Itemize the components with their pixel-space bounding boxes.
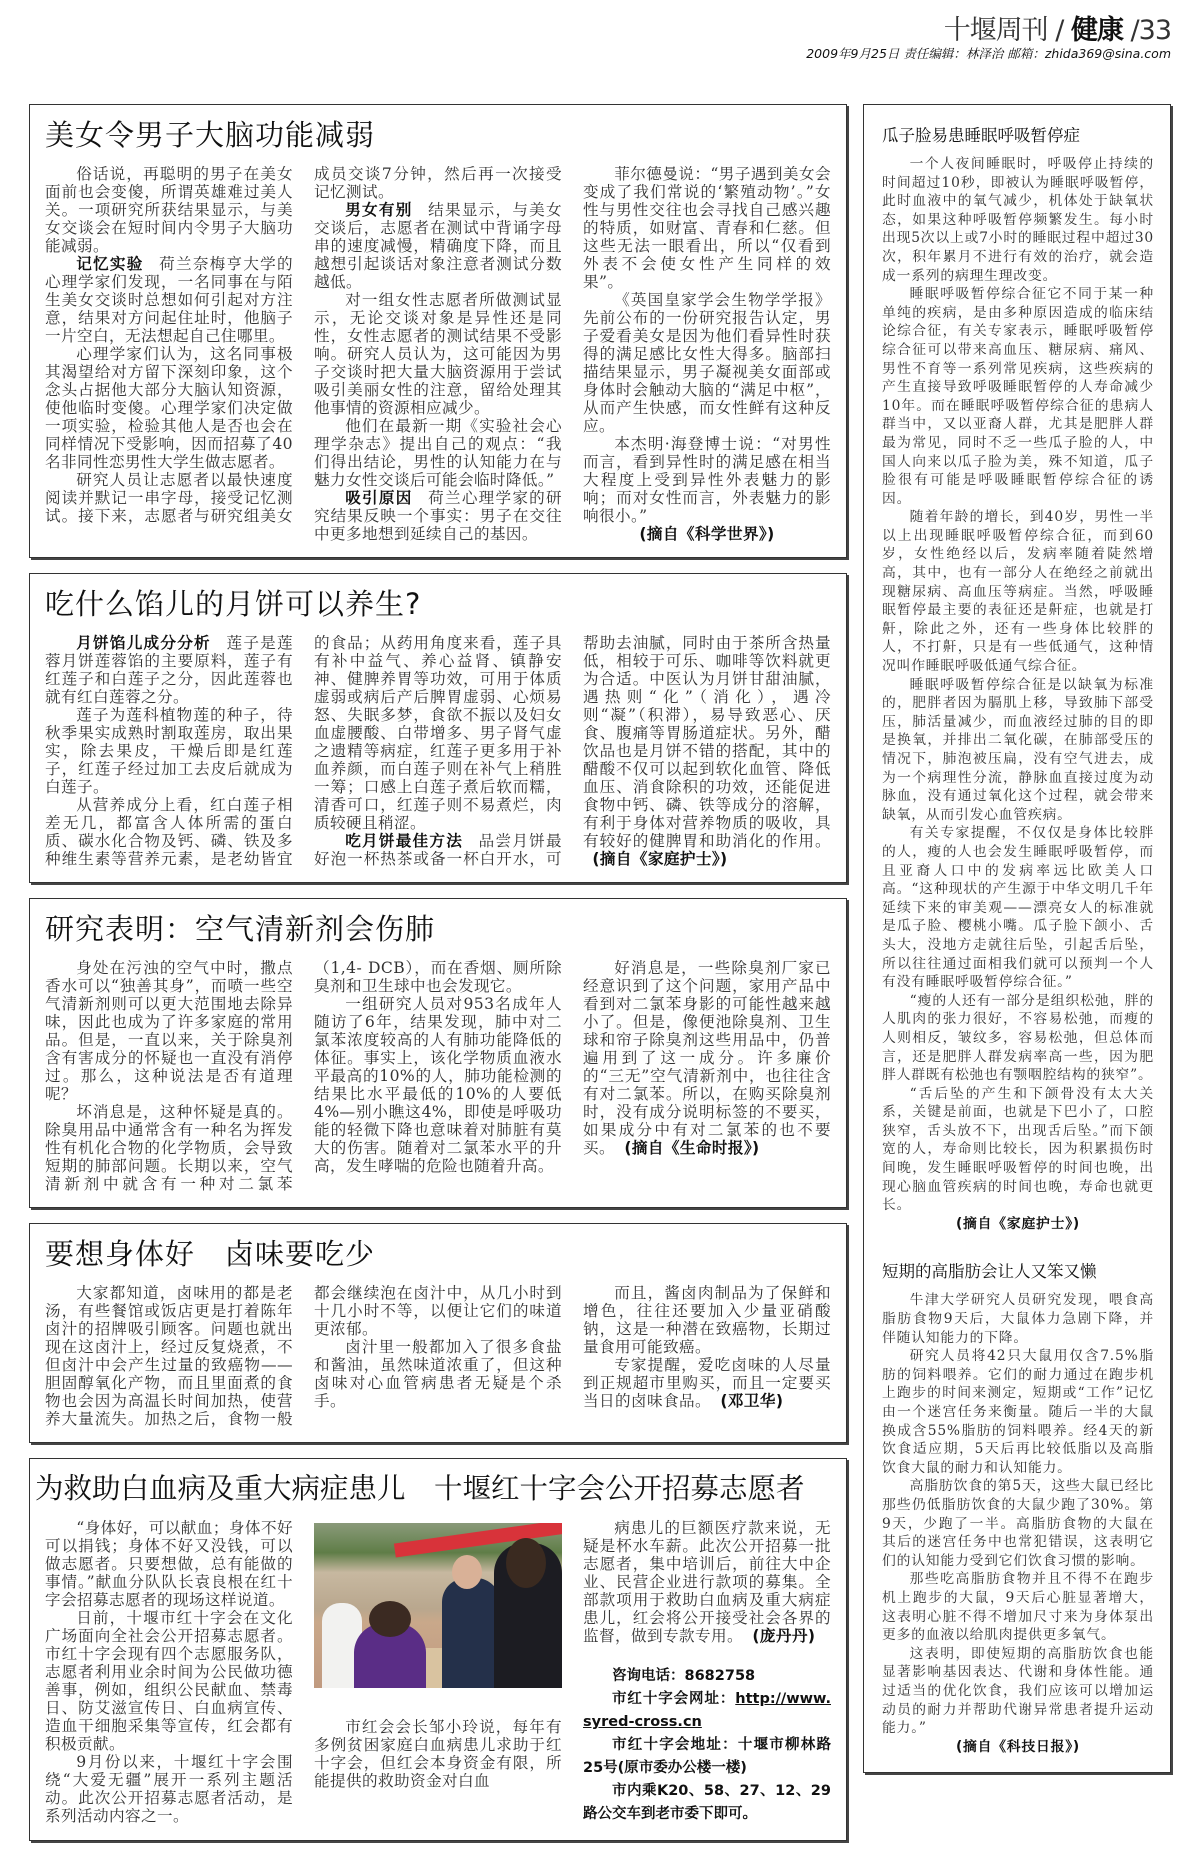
article-body xyxy=(45,959,831,1193)
paragraph-text: 俗话说，再聪明的男子在美女面前也会变傻，所谓英雄难过美人关。一项研究所获结果显示，与美女交谈会在短时间内令男子大脑功能减弱。 xyxy=(45,165,293,255)
sidebar-article-body xyxy=(882,1291,1154,1756)
paragraph-text: 从营养成分上看，红白莲子相差无几，都富含人体所需的蛋白质、碳水化合物及钙、磷、铁及多种维生素等营养元素，是老幼皆宜的食品；从药用角度来看，莲子具有补中益气、养心益肾、镇静安神、健脾养胃等功效，可用于体质虚弱或病后产后脾胃虚弱、心烦易怒、失眠多梦，食欲不振以及妇女血虚腰酸、白带增多、男子肾气虚之遗精等病症，红莲子更多用于补血养颜，而白莲子则在补气上稍胜一筹；口感上白莲子煮后软而糯，清香可口，红莲子则不易煮烂，肉质较硬且稍涩。 xyxy=(45,634,562,868)
main-column xyxy=(29,104,847,1851)
paragraph xyxy=(583,959,831,1157)
sidebar-article-title: 瓜子脸易患睡眠呼吸暂停症 xyxy=(882,126,1080,145)
paragraph xyxy=(882,1347,1154,1477)
paragraph-text: 而且，酱卤肉制品为了保鲜和增色，往往还要加入少量亚硝酸钠，这是一种潜在致癌物，长期过量食用可能致癌。 xyxy=(583,1284,831,1356)
article-mooncake xyxy=(29,573,847,883)
paragraph-text: 高脂肪饮食的第5天，这些大鼠已经比那些仍低脂肪饮食的大鼠少跑了30%。第9天，少跑了一半。高脂肪食物的大鼠在其后的迷宫任务中也常犯错误，这表明它们的认知能力受到它们饮食习惯的影响。 xyxy=(882,1478,1154,1569)
paragraph-text: 牛津大学研究人员研究发现，喂食高脂肪食物9天后，大鼠体力急剧下降，并伴随认知能力的下降。 xyxy=(882,1292,1154,1346)
article-source: (摘自《生命时报》) xyxy=(624,1139,760,1157)
paragraph-lead: 月饼馅儿成分分析 xyxy=(76,634,211,652)
paragraph-text: 莲子为莲科植物莲的种子，待秋季果实成熟时割取莲房，取出果实，除去果皮，干燥后即是红莲子，红莲子经过加工去皮后就成为白莲子。 xyxy=(45,706,293,796)
paragraph xyxy=(882,1570,1154,1644)
paragraph-text: 专家提醒，爱吃卤味的人尽量到正规超市里购买，而且一定要买当日的卤味食品。 xyxy=(583,1356,831,1410)
source-line xyxy=(882,1738,1154,1757)
paragraph xyxy=(314,995,562,1175)
paragraph-text: 结果显示，与美女交谈后，志愿者在测试中背诵字母串的速度减慢，精确度下降，而且越想引起谈话对象注意者测试分数越低。 xyxy=(314,201,562,291)
article-body xyxy=(45,1284,831,1428)
paragraph-text: 9月份以来，十堰红十字会围绕“大爱无疆”展开一系列主题活动。此次公开招募志愿者活动，是系列活动内容之一。 xyxy=(45,1753,293,1825)
paper-name: 十堰周刊 xyxy=(943,15,1048,46)
sidebar-column xyxy=(863,104,1171,1773)
article-source: (庞丹丹) xyxy=(752,1627,816,1645)
paragraph-text: 一组研究人员对953名成年人随访了6年，结果发现，肺中对二氯苯浓度较高的人有肺功能降低的体征。事实上，该化学物质血液水平最高的10%的人，肺功能检测的结果比水平最低的10%的人要低4%—别小瞧这4%，即使是呼吸功能的轻微下降也意味着对肺脏有莫大的伤害。随着对二氯苯水平的升高，发生哮喘的危险也随着升高。 xyxy=(314,995,562,1175)
paragraph xyxy=(314,291,562,417)
contact-address: 市红十字会地址：十堰市柳林路25号(原市委办公楼一楼) xyxy=(583,1737,831,1776)
paragraph-text: 好消息是，一些除臭剂厂家已经意识到了这个问题，家用产品中看到对二氯苯身影的可能性越来越小了。但是，像便池除臭剂、卫生球和帘子除臭剂这些用品中，仍普遍用到了这一成分。许多廉价的“三无”空气清新剂中，也往往含有对二氯苯。所以，在购买除臭剂时，没有成分说明标签的不要买，如果成分中有对二氯苯的也不要买。 xyxy=(583,959,831,1157)
contact-phone: 咨询电话：8682758 xyxy=(612,1668,756,1684)
paragraph-text: 他们在最新一期《实验社会心理学杂志》提出自己的观点：“我们得出结论，男性的认知能力在与魅力女性交谈后可能会临时降低。” xyxy=(314,417,562,489)
contact-bus: 市内乘K20、58、27、12、29路公交车到老市委下即可。 xyxy=(583,1783,831,1822)
paragraph xyxy=(45,959,293,1103)
paragraph-text: 《英国皇家学会生物学学报》先前公布的一份研究报告认定，男子爱看美女是因为他们看异性时获得的满足感比女性大得多。脑部扫描结果显示，男子凝视美女面部或身体时会触动大脑的“满足中枢”，从而产生快感，而女性鲜有这种反应。 xyxy=(583,291,831,435)
paragraph-text: 身处在污浊的空气中时，撒点香水可以“独善其身”，而喷一些空气清新剂则可以更大范围地去除异味，因此也成为了许多家庭的常用品。但是，一直以来，关于除臭剂含有害成分的怀疑也一直没有消停过。那么，这种说法是否有道理呢？ xyxy=(45,959,293,1103)
paragraph xyxy=(45,345,293,471)
volunteer-recruitment-photo xyxy=(314,1523,562,1688)
paragraph xyxy=(583,1284,831,1356)
photo-caption-text xyxy=(314,1718,562,1790)
paragraph xyxy=(583,1519,831,1645)
source-line xyxy=(583,525,831,543)
paragraph xyxy=(45,1609,293,1753)
paragraph-text: 荷兰奈梅亨大学的心理学家们发现，一名同事在与陌生美女交谈时总想如何引起对方注意，结果对方问起住址时，他脑子一片空白，无法想起自己住哪里。 xyxy=(45,255,293,345)
paragraph-text: 莲子是莲蓉月饼莲蓉馅的主要原料，莲子有红莲子和白莲子之分，因此莲蓉也就有红白莲蓉之分。 xyxy=(45,634,293,706)
paragraph xyxy=(45,634,293,706)
photo-person xyxy=(442,1578,500,1688)
paragraph xyxy=(314,1718,562,1790)
page-number: /33 xyxy=(1130,15,1171,46)
paragraph xyxy=(882,1645,1154,1738)
section-name: 健康 xyxy=(1070,15,1123,46)
photo-person-head xyxy=(369,1601,411,1637)
paragraph-text: “舌后坠的产生和下颌骨没有太大关系，关键是前面，也就是下巴小了，口腔狭窄，舌头放不下，出现舌后坠。”而下颌宽的人，寿命则比较长，因为积累损伤时间晚，发生睡眠呼吸暂停的时间也晚，出现心脑血管疾病的时间也晚，寿命也就更长。 xyxy=(882,1085,1154,1214)
paragraph-text: 那些吃高脂肪食物并且不得不在跑步机上跑步的大鼠，9天后心脏显著增大，这表明心脏不得不增加尺寸来为身体泵出更多的血液以给肌肉提供更多氧气。 xyxy=(882,1571,1154,1644)
paragraph xyxy=(882,824,1154,991)
paragraph-text: 一个人夜间睡眠时，呼吸停止持续的时间超过10秒，即被认为睡眠呼吸暂停，此时血液中的氧气减少，机体处于缺氧状态，如果这种呼吸暂停频繁发生。每小时出现5次以上或7小时的睡眠过程中超过30次，积年累月不进行有效的治疗，就会造成一系列的病理生理改变。 xyxy=(882,156,1154,284)
website-link[interactable]: http://www.syred-cross.cn xyxy=(583,1691,831,1730)
article-beauty-brain xyxy=(29,104,847,558)
article-source: (摘自《科学世界》) xyxy=(639,525,775,543)
photo-person-head xyxy=(452,1555,482,1589)
paragraph-text: 品尝月饼最好泡一杯热茶或备一杯白开水，可帮助去油腻，同时由于茶所含热量低，相较于可乐、咖啡等饮料就更为合适。中医认为月饼甘甜油腻，遇热则“化”（消化），遇冷则“凝”（积滞），易导致恶心、厌食、腹痛等胃肠道症状。另外，醋饮品也是月饼不错的搭配，其中的醋酸不仅可以起到软化血管、降低血压、消食除积的功效，还能促进食物中钙、磷、铁等成分的溶解，有利于身体对营养物质的吸收，具有较好的健脾胃和助消化的作用。 xyxy=(314,634,831,868)
paragraph xyxy=(45,706,293,796)
paragraph-text: 病患儿的巨额医疗款来说，无疑是杯水车薪。此次公开招募一批志愿者，集中培训后，前往大中企业、民营企业进行款项的募集。全部款项用于救助白血病及重大病症患儿，红会将公开接受社会各界的监督，做到专款专用。 xyxy=(583,1519,831,1645)
paragraph xyxy=(882,676,1154,825)
paragraph-text: 坏消息是，这种怀疑是真的。除臭用品中通常含有一种名为挥发性有机化合物的化学物质，会导致短期的肺部问题。长期以来，空气清新剂中就含有一种对二氯苯（1,4- DCB），而在香烟、厕所除臭剂和卫生球中也会发现它。 xyxy=(45,959,562,1193)
paragraph xyxy=(314,417,562,489)
website-label: 市红十字会网址： xyxy=(612,1691,736,1707)
paragraph-text: 心理学家们认为，这名同事极其渴望给对方留下深刻印象，这个念头占据他大部分大脑认知资源，使他临时变傻。心理学家们决定做一项实验，检验其他人是否也会在同样情况下受影响，因而招募了40名非同性恋男性大学生做志愿者。 xyxy=(45,345,293,471)
sidebar-article-title: 短期的高脂肪会让人又笨又懒 xyxy=(882,1262,1097,1282)
feature-column-1 xyxy=(45,1519,293,1826)
article-red-cross xyxy=(29,1458,847,1841)
paragraph-lead: 记忆实验 xyxy=(76,255,144,273)
paragraph-text: “瘦的人还有一部分是组织松弛，胖的人肌肉的张力很好，不容易松弛，而瘦的人则相反，皱纹多，容易松弛，但总体而言，还是肥胖人群发病率高一些，因为肥胖人群既有松弛也有颚咽腔结构的狭窄”。 xyxy=(882,992,1154,1084)
paragraph xyxy=(882,155,1154,285)
paragraph xyxy=(583,1356,831,1410)
paragraph-text: 随着年龄的增长，到40岁，男性一半以上出现睡眠呼吸暂停综合征，而到60岁，女性绝经以后，发病率随着陡然增高，其中，也有一部分人在绝经之前就出现糖尿病、高血压等病症。当然，呼吸睡眠暂停最主要的表征还是鼾症，也就是打鼾，除此之外，还有一些身体比较胖的人，不打鼾，只是有一些低通气，这种情况叫作睡眠呼吸低通气综合征。 xyxy=(882,509,1154,675)
feature-body xyxy=(45,1519,831,1826)
paragraph-lead: 吃月饼最佳方法 xyxy=(345,832,464,850)
photo-person-head xyxy=(506,1538,546,1588)
article-title: 要想身体好 卤味要吃少 xyxy=(45,1237,376,1271)
article-title: 吃什么馅儿的月饼可以养生? xyxy=(45,587,422,621)
paragraph-text: “身体好，可以献血；身体不好可以捐钱；身体不好又没钱，可以做志愿者。只要想做，总有能做的事情。”献血分队队长袁良根在红十字会招募志愿者的现场这样说道。 xyxy=(45,1519,293,1609)
paragraph-text: 对一组女性志愿者所做测试显示，无论交谈对象是异性还是同性，女性志愿者的测试结果不受影响。研究人员认为，这可能因为男子交谈时把大量大脑资源用于尝试吸引美丽女性的注意，留给处理其他事情的资源相应减少。 xyxy=(314,291,562,417)
paragraph xyxy=(882,992,1154,1085)
paragraph xyxy=(882,1477,1154,1570)
paragraph-text: 这表明，即使短期的高脂肪饮食也能显著影响基因表达、代谢和身体性能。通过适当的优化饮食，我们应该可以增加运动员的耐力并帮助代谢异常患者提升运动能力。” xyxy=(882,1645,1154,1737)
paragraph xyxy=(882,285,1154,508)
paragraph-text: 有关专家提醒，不仅仅是身体比较胖的人，瘦的人也会发生睡眠呼吸暂停，而且亚裔人口中的发病率远比欧美人口高。“这种现状的产生源于中华文明几千年延续下来的审美观——漂亮女人的标准就是瓜子脸、樱桃小嘴。瓜子脸下颌小、舌头大，没地方走就往后坠，引起舌后坠，所以往往通过面相我们就可以预判一个人有没有睡眠呼吸暂停综合征。” xyxy=(882,825,1154,991)
article-title: 研究表明：空气清新剂会伤肺 xyxy=(45,912,436,946)
article-source: (摘自《科技日报》) xyxy=(955,1738,1081,1755)
paragraph-text: 睡眠呼吸暂停综合征它不同于某一种单纯的疾病，是由多种原因造成的临床结论综合征，有关专家表示，睡眠呼吸暂停综合征可以带来高血压、糖尿病、痛风、男性不育等一系列常见疾病，这些疾病的产生直接导致呼吸睡眠暂停的人寿命减少10年。而在睡眠呼吸暂停综合征的患病人群当中，又以亚裔人群，尤其是肥胖人群最为常见，同时不乏一些瓜子脸的人，中国人向来以瓜子脸为美，殊不知道，瓜子脸很有可能是呼吸睡眠暂停综合征的诱因。 xyxy=(882,286,1154,507)
feature-column-3 xyxy=(583,1519,831,1826)
article-air-freshener xyxy=(29,898,847,1208)
paragraph xyxy=(583,165,831,291)
paragraph-text: 卤汁里一般都加入了很多食盐和酱油，虽然味道浓重了，但这种卤味对心血管病患者无疑是个杀手。 xyxy=(314,1338,562,1410)
paragraph-text: 睡眠呼吸暂停综合征是以缺氧为标准的，肥胖者因为膈肌上移，导致肺下部受压，肺活量减少，而血液经过肺的目的即是换氧，并排出二氧化碳，在肺部受压的情况下，肺泡被压扁，没有空气进去，成为一个病理性分流，静脉血直接过度为动脉血，没有通过氧化这个过程，就会带来缺氧，从而引发心血管疾病。 xyxy=(882,676,1154,823)
article-body xyxy=(45,634,831,868)
paragraph xyxy=(45,165,293,255)
paragraph-text: 研究人员将42只大鼠用仅含7.5%脂肪的饲料喂养。它们的耐力通过在跑步机上跑步的时间来测定，短期或“工作”记忆由一个迷宫任务来衡量。随后一半的大鼠换成含55%脂肪的饲料喂养。经4天的新饮食适应期，5天后再比较低脂以及高脂饮食大鼠的耐力和认知能力。 xyxy=(882,1348,1154,1476)
paragraph xyxy=(882,1085,1154,1215)
dateline: 2009年9月25日 责任编辑：林泽治 邮箱：zhida369@sina.com xyxy=(806,46,1171,61)
sidebar-article-body xyxy=(882,155,1154,1233)
article-braised-food xyxy=(29,1223,847,1443)
source-line xyxy=(882,1215,1154,1234)
paragraph xyxy=(45,255,293,345)
article-source: (摘自《家庭护士》) xyxy=(592,850,728,868)
paragraph-lead: 男女有别 xyxy=(345,201,413,219)
feature-column-2 xyxy=(314,1519,562,1826)
article-source: (邓卫华) xyxy=(720,1392,784,1410)
contact-info xyxy=(583,1665,831,1826)
paragraph-text: 日前，十堰市红十字会在文化广场面向全社会公开招募志愿者。市红十字会现有四个志愿服务队，志愿者利用业余时间为公民做功德善事，例如，组织公民献血、禁毒日、防艾滋宣传日、白血病宣传、造血干细胞采集等宣传，红会都有积极贡献。 xyxy=(45,1609,293,1753)
paragraph-text: 市红会会长邹小玲说，每年有多例贫困家庭白血病患儿求助于红十字会，但红会本身资金有限，所能提供的救助资金对白血 xyxy=(314,1718,562,1790)
paragraph xyxy=(882,1291,1154,1347)
paragraph-text: 菲尔德曼说：“男子遇到美女会变成了我们常说的‘繁殖动物’。”女性与男性交往也会寻找自己感兴趣的特质，如财富、青春和仁慈。但这些无法一眼看出，所以“仅看到外表不会使女性产生同样的效果”。 xyxy=(583,165,831,291)
paragraph-lead: 吸引原因 xyxy=(345,489,413,507)
paragraph-text: 本杰明·海登博士说：“对男性而言，看到异性时的满足感在相当大程度上受到异性外表魅力的影响；而对女性而言，外表魅力的影响很小。” xyxy=(583,435,831,525)
article-title: 为救助白血病及重大病症患儿 十堰红十字会公开招募志愿者 xyxy=(35,1472,805,1505)
paragraph xyxy=(314,1338,562,1410)
paragraph xyxy=(583,435,831,525)
paragraph xyxy=(583,291,831,435)
article-source: (摘自《家庭护士》) xyxy=(955,1215,1081,1232)
feature-column-3-text xyxy=(583,1519,831,1645)
paragraph xyxy=(45,1519,293,1609)
paragraph xyxy=(314,489,562,543)
paragraph-text: 研究人员让志愿者以最快速度阅读并默记一串字母，接受记忆测试。接下来，志愿者与研究组美女成员交谈7分钟，然后再一次接受记忆测试。 xyxy=(45,165,562,525)
paragraph xyxy=(45,1753,293,1825)
paragraph xyxy=(314,201,562,291)
article-body xyxy=(45,165,831,543)
paragraph-text: 荷兰心理学家的研究结果反映一个事实：男子在交往中更多地想到延续自己的基因。 xyxy=(314,489,562,543)
paragraph-text: 大家都知道，卤味用的都是老汤，有些餐馆或饭店更是打着陈年卤汁的招牌吸引顾客。问题也就出现在这卤汁上，经过反复烧煮，不但卤汁中会产生过量的致癌物——胆固醇氧化产物，而且里面煮的食物也会因为高温长时间加热，使营养大量流失。加热之后，食物一般都会继续泡在卤汁中，从几小时到十几小时不等，以便让它们的味道更浓郁。 xyxy=(45,1284,562,1428)
article-title: 美女令男子大脑功能减弱 xyxy=(45,118,376,152)
contact-website xyxy=(583,1688,831,1734)
masthead: 十堰周刊 / 健康 /33 xyxy=(943,15,1171,46)
paragraph xyxy=(882,508,1154,675)
